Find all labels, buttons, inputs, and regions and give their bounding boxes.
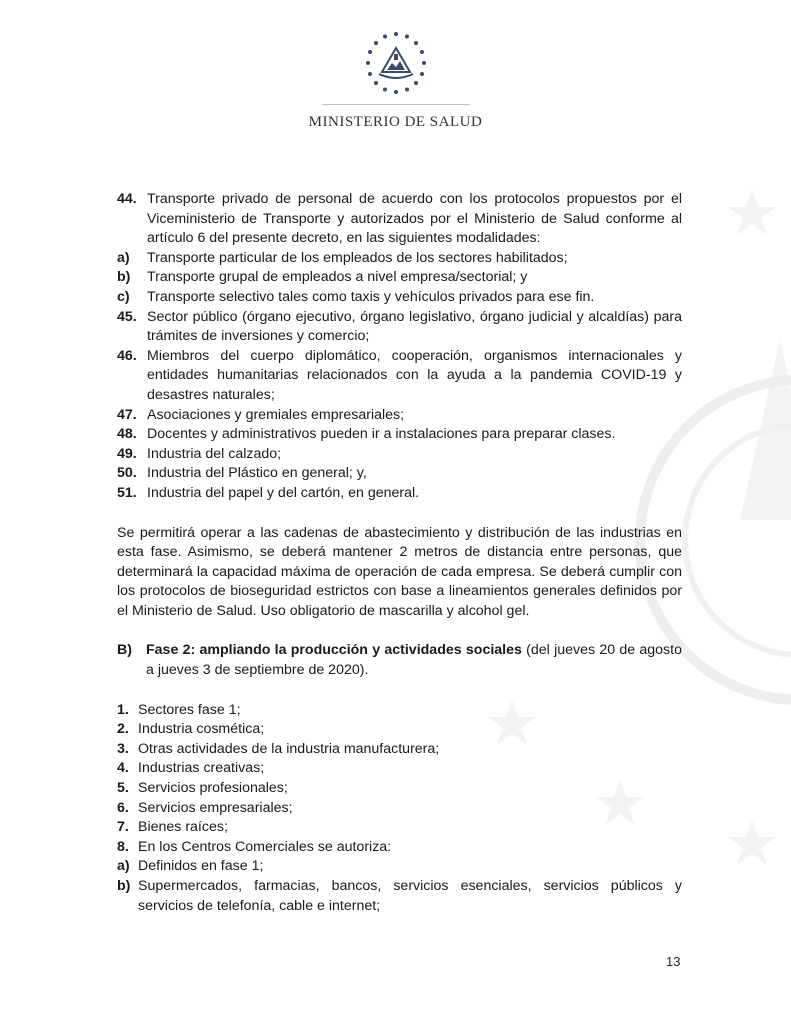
list-item-number: 46. [117, 347, 137, 364]
list-item-text: Definidos en fase 1; [138, 858, 264, 875]
list-item-number: 49. [117, 445, 137, 462]
list-item-text: Transporte particular de los empleados de los sectores habilitados; [147, 249, 568, 266]
list-item [117, 838, 682, 858]
list-item [117, 740, 682, 760]
ministry-name: MINISTERIO DE SALUD [308, 114, 483, 130]
list-item-text: Transporte privado de personal de acuerdo con los protocolos propuestos por el Viceministerio de Transporte y autorizados por el Ministerio de Salud conforme al artículo 6 del presente decreto, en las siguientes modalidades: [147, 191, 682, 247]
list-item-number: 44. [117, 191, 137, 207]
list-item-number: 47. [117, 406, 137, 423]
list-item-text: Servicios empresariales; [138, 799, 293, 816]
section-dates: (del jueves 20 de agosto a jueves 3 de septiembre de 2020). [146, 642, 682, 679]
list-item-number: 4. [117, 760, 129, 777]
section-b-heading [117, 641, 682, 680]
list-item-text: Sectores fase 1; [138, 701, 241, 718]
list-item-text: Bienes raíces; [138, 819, 228, 836]
letterhead [0, 30, 791, 131]
list-item [117, 484, 682, 504]
list-item-number: a) [117, 249, 130, 266]
list-item [117, 857, 682, 877]
list-item [117, 877, 682, 916]
sector-list-continued [117, 190, 682, 504]
operations-paragraph: Se permitirá operar a las cadenas de abastecimiento y distribución de las industrias en esta fase. Asimismo, se deberá mantener 2 metros de distancia entre personas, que determinará la capacidad máxima de operación de cada empresa. Se deberá cumplir con los protocolos de bioseguridad estrictos con base a lineamientos generales definidos por el Ministerio de Salud. Uso obligatorio de mascarilla y alcohol gel. [117, 524, 682, 619]
list-item-text: Industrias creativas; [138, 760, 265, 777]
list-item-number: 51. [117, 484, 137, 501]
section-letter: B) [117, 642, 132, 659]
list-item-text: Transporte grupal de empleados a nivel empresa/sectorial; y [147, 269, 528, 286]
list-item [117, 288, 682, 308]
list-item [117, 308, 682, 347]
list-item-number: 50. [117, 465, 137, 482]
list-item-number: 1. [117, 701, 129, 718]
list-item [117, 464, 682, 484]
list-item-text: Docentes y administrativos pueden ir a instalaciones para preparar clases. [147, 426, 616, 443]
list-item [117, 818, 682, 838]
list-item-text: Miembros del cuerpo diplomático, cooperación, organismos internacionales y entidades humanitarias relacionados con la ayuda a la pandemia COVID-19 y desastres naturales; [147, 347, 682, 403]
list-item-number: b) [117, 269, 131, 286]
list-item-number: c) [117, 288, 130, 305]
list-item [117, 268, 682, 288]
coat-of-arms-icon [363, 30, 429, 96]
list-item-text: Servicios profesionales; [138, 780, 288, 797]
list-item-text: Transporte selectivo tales como taxis y vehículos privados para ese fin. [147, 288, 595, 305]
list-item-number: 8. [117, 838, 129, 855]
document-body [117, 190, 682, 916]
section-text [146, 641, 682, 680]
list-item-text: Industria del Plástico en general; y, [147, 465, 367, 482]
list-item [117, 701, 682, 721]
list-item-text: Supermercados, farmacias, bancos, servicios esenciales, servicios públicos y servicios de telefonía, cable e internet; [138, 878, 682, 914]
list-item-text: Industria del calzado; [147, 445, 282, 462]
list-item [117, 720, 682, 740]
list-item-number: 3. [117, 740, 129, 757]
list-item-number: 2. [117, 721, 129, 738]
list-item [117, 445, 682, 465]
list-item-number: b) [117, 878, 131, 894]
section-title: Fase 2: ampliando la producción y actividades sociales [146, 642, 522, 659]
list-item [117, 779, 682, 799]
page-number: 13 [666, 954, 681, 969]
list-item-number: 6. [117, 799, 129, 816]
list-item-text: Sector público (órgano ejecutivo, órgano legislativo, órgano judicial y alcaldías) para trámites de inversiones y comercio; [147, 308, 682, 345]
list-item-number: 45. [117, 308, 137, 325]
list-item-text: Otras actividades de la industria manufacturera; [138, 740, 440, 757]
list-item-number: a) [117, 858, 130, 875]
list-item [117, 799, 682, 819]
list-item [117, 406, 682, 426]
header-divider [322, 104, 470, 105]
list-item-number: 48. [117, 426, 137, 443]
list-item-text: Industria cosmética; [138, 721, 265, 738]
list-item [117, 347, 682, 406]
list-item-text: Industria del papel y del cartón, en general. [147, 484, 420, 501]
list-item [117, 249, 682, 269]
phase-2-list [117, 701, 682, 917]
list-item [117, 190, 682, 249]
list-item-number: 7. [117, 819, 129, 836]
list-item-number: 5. [117, 780, 129, 797]
list-item [117, 759, 682, 779]
list-item-text: Asociaciones y gremiales empresariales; [147, 406, 405, 423]
list-item [117, 425, 682, 445]
list-item-text: En los Centros Comerciales se autoriza: [138, 838, 392, 855]
